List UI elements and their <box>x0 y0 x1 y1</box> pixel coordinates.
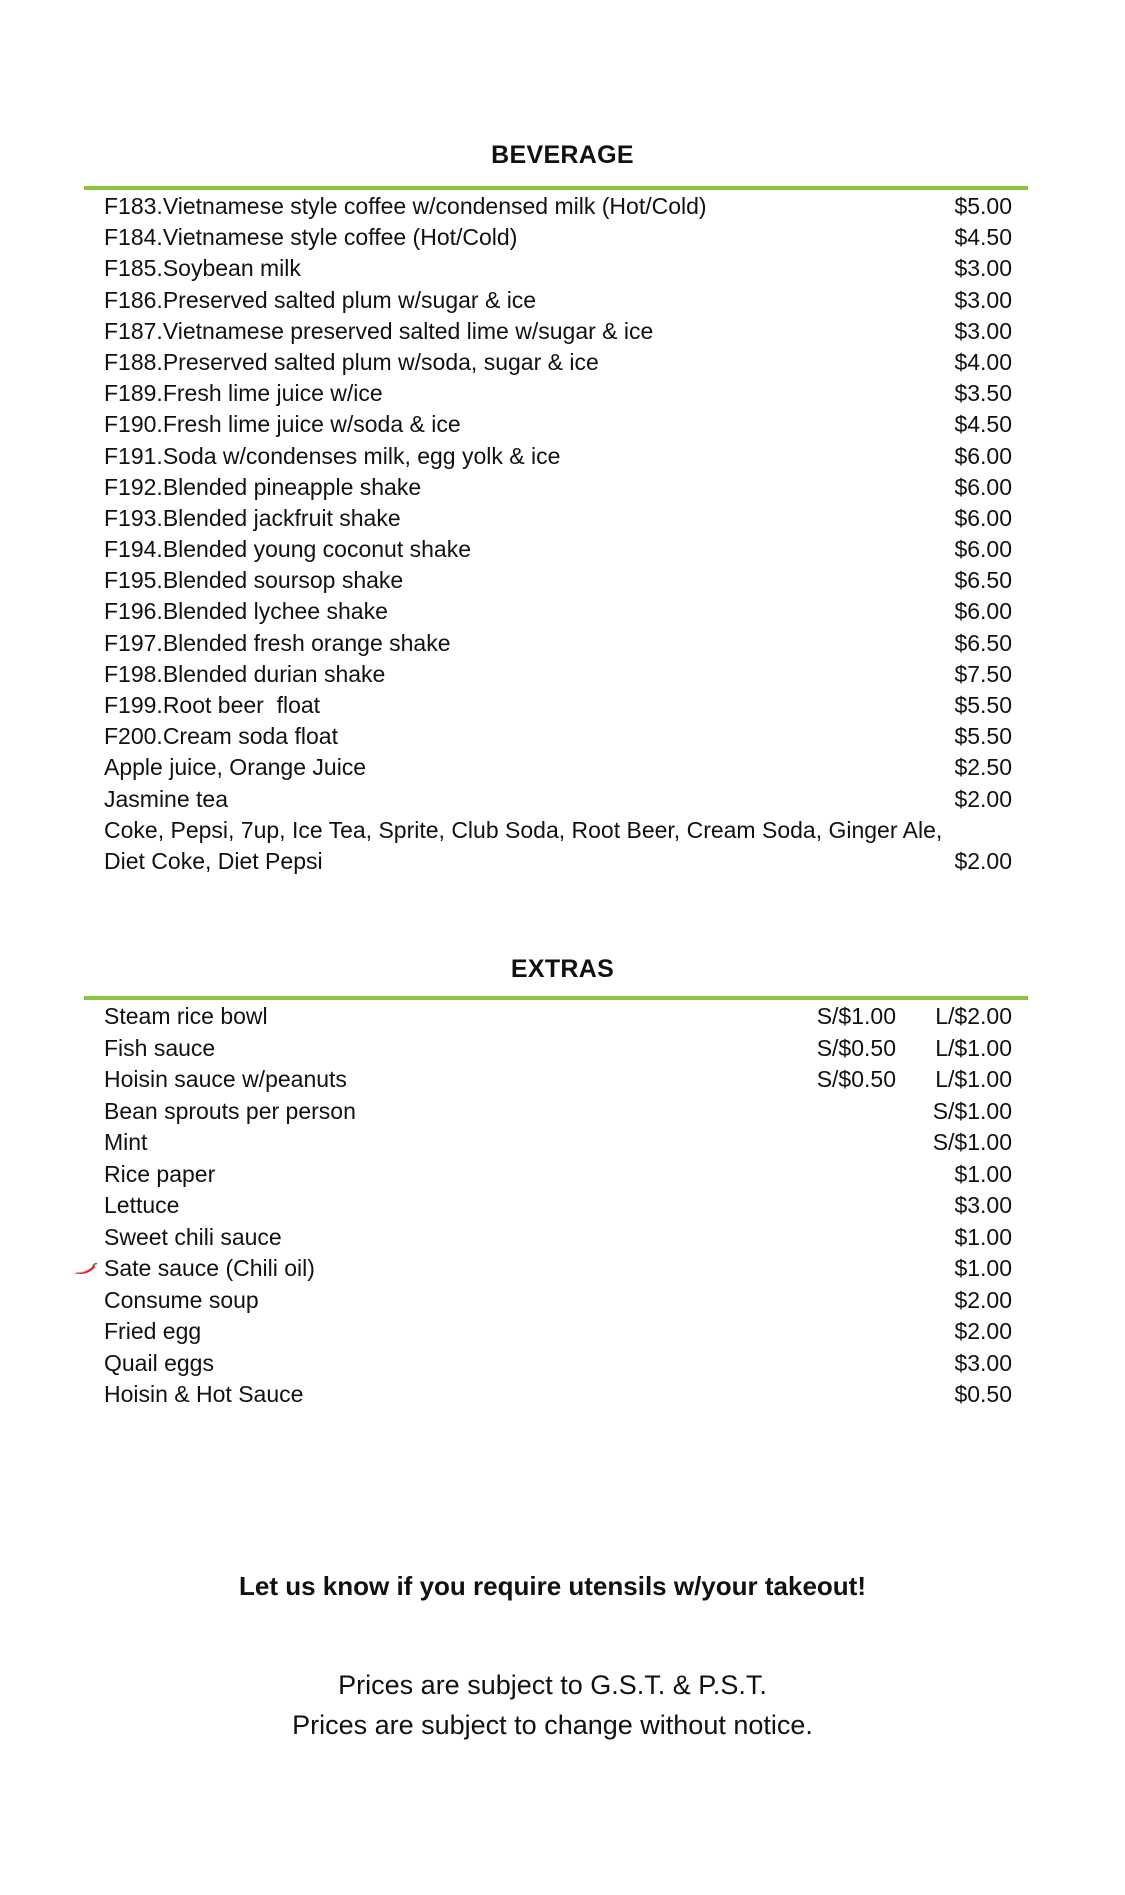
item-price-small: S/$0.50 <box>816 1066 896 1092</box>
item-name: F188.Preserved salted plum w/soda, sugar & ice <box>104 348 599 375</box>
beverage-list <box>104 191 1012 877</box>
price-change-note: Prices are subject to change without notice. <box>292 1710 813 1740</box>
list-item <box>104 1064 1012 1096</box>
list-item <box>104 752 1012 783</box>
item-name: F190.Fresh lime juice w/soda & ice <box>104 411 461 438</box>
item-price: $7.50 <box>954 660 1012 687</box>
item-name: F185.Soybean milk <box>104 255 301 282</box>
item-name: F196.Blended lychee shake <box>104 598 388 625</box>
item-name: F191.Soda w/condenses milk, egg yolk & ice <box>104 442 561 469</box>
item-price-small: S/$1.00 <box>816 1003 896 1029</box>
list-item <box>104 1001 1012 1033</box>
item-name: F197.Blended fresh orange shake <box>104 629 451 656</box>
item-name: Hoisin sauce w/peanuts <box>104 1066 347 1092</box>
list-item <box>104 1127 1012 1159</box>
item-name: Sweet chili sauce <box>104 1223 282 1250</box>
item-name: Jasmine tea <box>104 785 229 812</box>
item-price: L/$1.00 <box>935 1034 1012 1061</box>
item-price: $5.00 <box>954 193 1012 219</box>
item-price: L/$2.00 <box>935 1003 1012 1029</box>
item-price: $6.00 <box>954 473 1012 500</box>
item-price: $2.00 <box>954 1318 1012 1344</box>
item-name: Coke, Pepsi, 7up, Ice Tea, Sprite, Club Soda, Root Beer, Cream Soda, Ginger Ale, <box>104 816 943 843</box>
item-price: $3.50 <box>954 380 1012 407</box>
item-price: $1.00 <box>954 1255 1012 1281</box>
item-name: F198.Blended durian shake <box>104 660 386 687</box>
list-item <box>104 721 1012 752</box>
item-name: F199.Root beer float <box>104 692 321 718</box>
item-name: Sate sauce (Chili oil) <box>104 1255 315 1281</box>
item-name: F193.Blended jackfruit shake <box>104 504 401 531</box>
list-item <box>104 441 1012 472</box>
item-name: Lettuce <box>104 1192 180 1218</box>
item-price: $4.50 <box>954 224 1012 251</box>
list-item <box>104 222 1012 253</box>
item-name: Fried egg <box>104 1318 202 1344</box>
item-price: $6.00 <box>954 598 1012 625</box>
item-name: F194.Blended young coconut shake <box>104 536 471 563</box>
item-name: Bean sprouts per person <box>104 1097 356 1124</box>
item-price: $5.50 <box>954 723 1012 750</box>
item-price: $6.50 <box>954 567 1012 594</box>
item-name: F192.Blended pineapple shake <box>104 473 422 500</box>
list-item <box>104 1190 1012 1222</box>
item-price: $6.00 <box>954 442 1012 469</box>
item-name: F189.Fresh lime juice w/ice <box>104 380 383 407</box>
item-name: Mint <box>104 1129 148 1155</box>
item-price: $3.00 <box>954 255 1012 282</box>
item-name: F186.Preserved salted plum w/sugar & ice <box>104 286 537 313</box>
list-item <box>104 1096 1012 1128</box>
beverage-divider <box>84 186 1028 190</box>
list-item <box>104 1222 1012 1254</box>
list-item <box>104 1285 1012 1317</box>
list-item <box>104 253 1012 284</box>
item-price: $5.50 <box>954 692 1012 718</box>
item-name: Steam rice bowl <box>104 1003 268 1029</box>
item-price: $4.50 <box>954 411 1012 438</box>
item-price: $6.50 <box>954 629 1012 656</box>
list-item <box>104 191 1012 222</box>
item-price: $4.00 <box>954 348 1012 375</box>
item-price: $6.00 <box>954 504 1012 531</box>
extras-list <box>104 1001 1012 1411</box>
item-price: S/$1.00 <box>932 1097 1012 1124</box>
utensils-note: Let us know if you require utensils w/your takeout! <box>239 1571 866 1601</box>
list-item <box>104 534 1012 565</box>
item-price: $0.50 <box>954 1381 1012 1407</box>
list-item <box>104 628 1012 659</box>
list-item <box>104 378 1012 409</box>
beverage-title: BEVERAGE <box>491 141 634 169</box>
item-price-small: S/$0.50 <box>816 1034 896 1061</box>
list-item <box>104 347 1012 378</box>
list-item <box>104 1253 1012 1285</box>
item-price: $3.00 <box>954 286 1012 313</box>
chili-pepper-icon <box>68 1262 98 1276</box>
list-item <box>104 565 1012 596</box>
list-item <box>104 596 1012 627</box>
soft-drinks-line-1 <box>104 815 1012 846</box>
item-price: S/$1.00 <box>932 1129 1012 1155</box>
item-price: $2.00 <box>954 1286 1012 1313</box>
item-price: L/$1.00 <box>935 1066 1012 1092</box>
item-name: Rice paper <box>104 1160 216 1187</box>
soft-drinks-line-2 <box>104 846 1012 877</box>
extras-divider <box>84 996 1028 1000</box>
list-item <box>104 1033 1012 1065</box>
item-name: F183.Vietnamese style coffee w/condensed milk (Hot/Cold) <box>104 193 707 219</box>
item-price: $1.00 <box>954 1223 1012 1250</box>
list-item <box>104 285 1012 316</box>
list-item <box>104 1348 1012 1380</box>
item-name: F187.Vietnamese preserved salted lime w/sugar & ice <box>104 317 654 344</box>
extras-title: EXTRAS <box>510 955 615 983</box>
list-item <box>104 472 1012 503</box>
item-price: $3.00 <box>954 1192 1012 1218</box>
list-item <box>104 409 1012 440</box>
item-price: $2.00 <box>954 847 1012 874</box>
item-name: Diet Coke, Diet Pepsi <box>104 847 323 874</box>
item-name: Hoisin & Hot Sauce <box>104 1381 304 1407</box>
item-price: $2.50 <box>954 754 1012 781</box>
list-item <box>104 1379 1012 1411</box>
item-name: Fish sauce <box>104 1034 216 1061</box>
list-item <box>104 1316 1012 1348</box>
tax-note: Prices are subject to G.S.T. & P.S.T. <box>338 1670 767 1700</box>
list-item <box>104 1159 1012 1191</box>
item-name: F200.Cream soda float <box>104 723 338 750</box>
item-name: Apple juice, Orange Juice <box>104 754 367 781</box>
item-price: $6.00 <box>954 536 1012 563</box>
list-item <box>104 316 1012 347</box>
list-item <box>104 503 1012 534</box>
item-name: F195.Blended soursop shake <box>104 567 404 594</box>
item-name: F184.Vietnamese style coffee (Hot/Cold) <box>104 224 518 251</box>
item-price: $3.00 <box>954 1349 1012 1376</box>
item-name: Quail eggs <box>104 1349 214 1376</box>
list-item <box>104 659 1012 690</box>
list-item <box>104 784 1012 815</box>
item-name: Consume soup <box>104 1286 259 1313</box>
list-item <box>104 690 1012 721</box>
item-price: $3.00 <box>954 317 1012 344</box>
item-price: $1.00 <box>954 1160 1012 1187</box>
item-price: $2.00 <box>954 785 1012 812</box>
